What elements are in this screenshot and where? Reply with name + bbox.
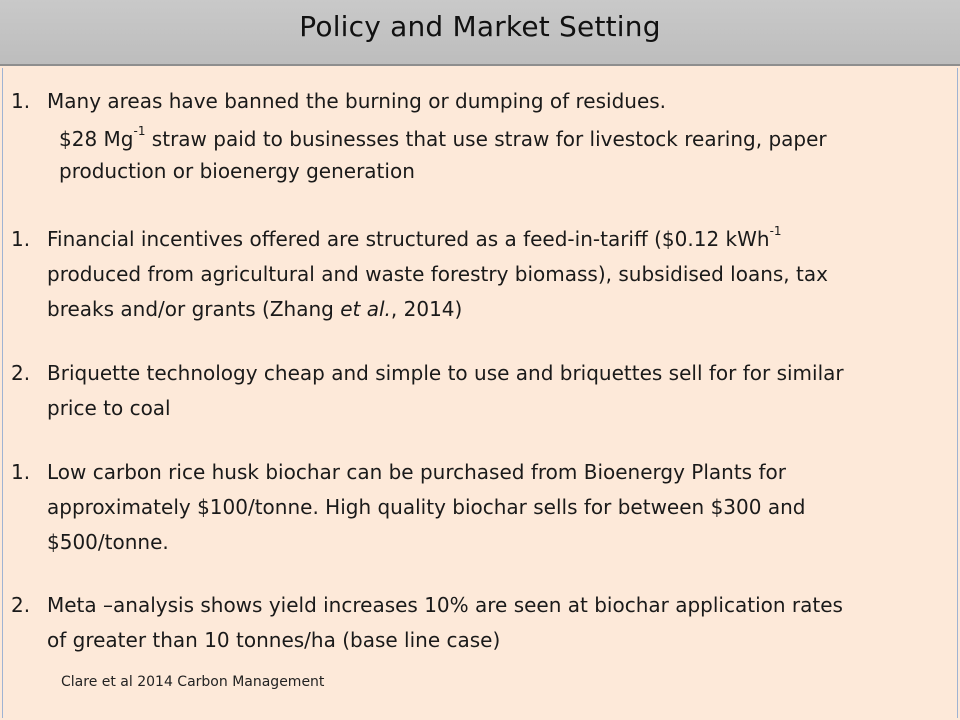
slide-title: Policy and Market Setting <box>299 10 661 43</box>
item-line-1: Meta –analysis shows yield increases 10% are seen at biochar application rates <box>47 593 843 617</box>
list-item-2 <box>3 222 943 332</box>
sub-line-1 <box>59 122 949 156</box>
item-line-2: price to coal <box>47 396 171 420</box>
sub-text-post: straw paid to businesses that use straw for livestock rearing, paper <box>145 127 827 151</box>
title-bar <box>0 0 960 66</box>
line-text-end: , 2014) <box>390 297 463 321</box>
list-item-1 <box>3 84 943 120</box>
line-text: breaks and/or grants (Zhang <box>47 297 341 321</box>
item-text <box>47 222 947 327</box>
list-item-5 <box>3 588 943 660</box>
item-text <box>47 455 947 560</box>
line-superscript: -1 <box>769 224 782 239</box>
item-line-1: Low carbon rice husk biochar can be purchased from Bioenergy Plants for <box>47 460 786 484</box>
item-line-2: approximately $100/tonne. High quality biochar sells for between $300 and <box>47 495 806 519</box>
item-text: Many areas have banned the burning or dumping of residues. <box>47 89 667 113</box>
item-text <box>47 588 947 658</box>
item-number: 2. <box>11 361 31 385</box>
line-text: Financial incentives offered are structured as a feed-in-tariff ($0.12 kWh <box>47 227 770 251</box>
content-box <box>2 68 958 718</box>
item-line-2: produced from agricultural and waste forestry biomass), subsidised loans, tax <box>47 262 828 286</box>
item-number: 1. <box>11 227 31 251</box>
item-line-1 <box>47 222 947 257</box>
item-line-2: of greater than 10 tonnes/ha (base line case) <box>47 628 501 652</box>
list-item-3 <box>3 356 943 428</box>
sub-superscript: -1 <box>133 124 146 139</box>
item-number: 2. <box>11 593 31 617</box>
item-line-1: Briquette technology cheap and simple to use and briquettes sell for for similar <box>47 361 844 385</box>
item-text <box>47 356 947 426</box>
list-item-4 <box>3 455 943 563</box>
item-number: 1. <box>11 460 31 484</box>
sub-line-2: production or bioenergy generation <box>59 159 415 183</box>
line-italic: et al. <box>340 297 391 321</box>
item-number: 1. <box>11 89 31 113</box>
item-line-3 <box>47 292 947 327</box>
item-line-3: $500/tonne. <box>47 530 169 554</box>
citation: Clare et al 2014 Carbon Management <box>61 674 325 690</box>
sub-text-pre: $28 Mg <box>59 127 134 151</box>
